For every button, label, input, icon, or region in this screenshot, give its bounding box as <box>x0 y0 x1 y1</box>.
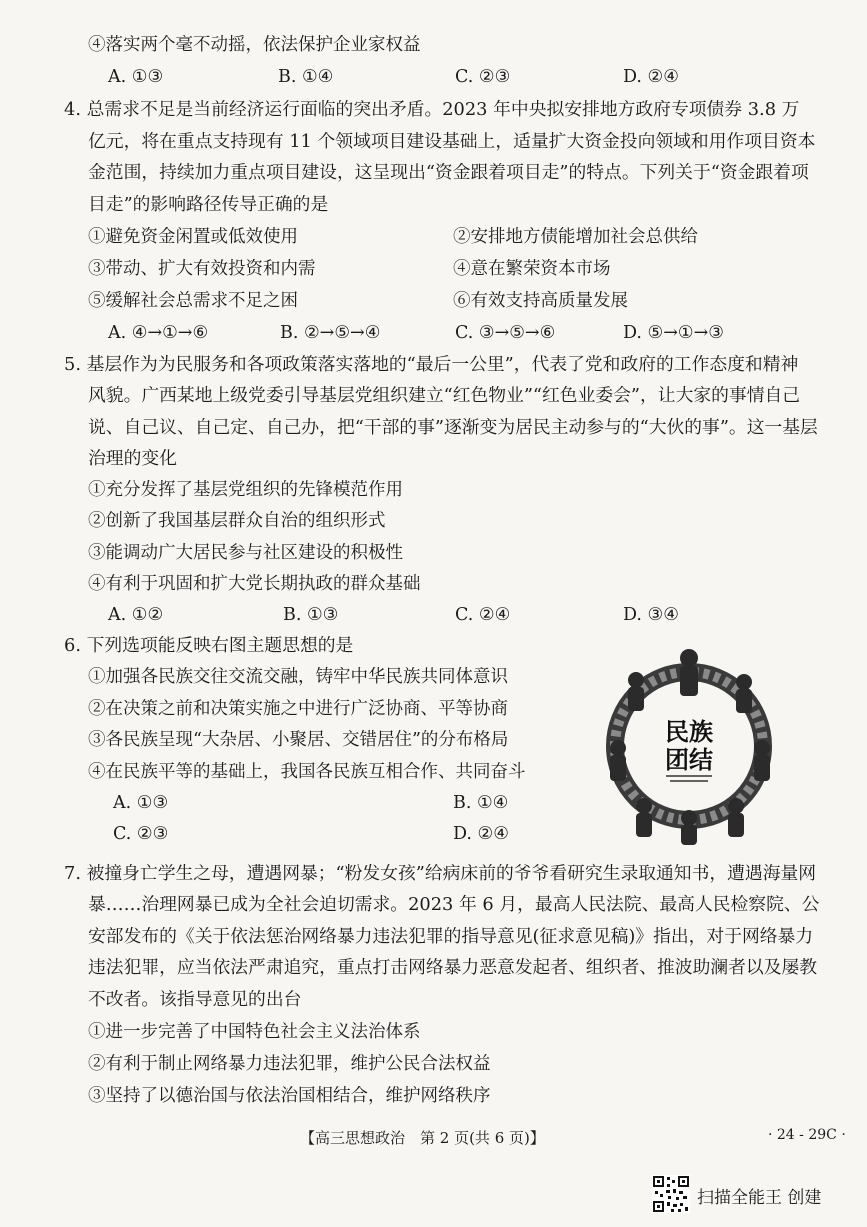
figure-head-topleft <box>628 672 644 688</box>
q4-statement-6: ⑥有效支持高质量发展 <box>453 291 628 311</box>
q6-stem: 6. 下列选项能反映右图主题思想的是 <box>64 635 354 656</box>
figure-body-right <box>754 755 770 781</box>
page-footer-label: 【高三思想政治 第 2 页(共 6 页)】 <box>300 1129 545 1147</box>
q4-options <box>0 321 867 345</box>
q5-option-c[interactable]: C. ②④ <box>455 605 511 625</box>
q6-option-d[interactable]: D. ②④ <box>453 824 509 844</box>
illustration-text-line-1: 民族 <box>665 718 713 746</box>
q6-options-row-1 <box>0 791 600 815</box>
q5-stem-line-3: 说、自己议、自己定、自己办，把“干部的事”逐渐变为居民主动参与的“大伙的事”。这一基层 <box>88 417 818 438</box>
q5-stem-line-2: 风貌。广西某地上级党委引导基层党组织建立“红色物业”“红色业委会”，让大家的事情自己 <box>88 385 801 406</box>
q5-option-b[interactable]: B. ①③ <box>283 605 339 625</box>
q6-statement-2: ②在决策之前和决策实施之中进行广泛协商、平等协商 <box>88 699 508 719</box>
q4-statement-3: ③带动、扩大有效投资和内需 <box>88 259 316 279</box>
q4-stem-line-1: 4. 总需求不足是当前经济运行面临的突出矛盾。2023 年中央拟安排地方政府专项债券 3.8 万 <box>64 99 800 120</box>
q6-statement-1: ①加强各民族交往交流交融，铸牢中华民族共同体意识 <box>88 667 508 687</box>
figure-body-bottomleft <box>636 813 652 837</box>
q6-options-row-2 <box>0 822 600 846</box>
q6-option-c[interactable]: C. ②③ <box>113 824 169 844</box>
figure-body-bottom <box>681 825 697 845</box>
q7-stem-line-4: 违法犯罪，应当依法严肃追究，重点打击网络暴力恶意发起者、组织者、推波助澜者以及屡教 <box>88 957 818 978</box>
q4-option-c[interactable]: C. ③→⑤→⑥ <box>455 323 556 343</box>
q4-stem-line-4: 目走”的影响路径传导正确的是 <box>88 194 329 215</box>
figure-head-top <box>680 649 698 667</box>
figure-body-left <box>610 755 626 781</box>
figure-head-bottom <box>681 810 697 826</box>
figure-body-bottomright <box>728 813 744 837</box>
figure-head-topright <box>736 674 752 690</box>
q4-statement-5: ⑤缓解社会总需求不足之困 <box>88 291 298 311</box>
q3-option-b[interactable]: B. ①④ <box>278 67 334 87</box>
q3-options <box>0 65 867 89</box>
q3-option-c[interactable]: C. ②③ <box>455 67 511 87</box>
q7-stem-line-1: 7. 被撞身亡学生之母，遭遇网暴；“粉发女孩”给病床前的爷爷看研究生录取通知书，遭遇海量网 <box>64 863 817 884</box>
illustration-text-line-2: 团结 <box>665 746 713 774</box>
qr-code-icon <box>652 1175 690 1213</box>
q6-statement-4: ④在民族平等的基础上，我国各民族互相合作、共同奋斗 <box>88 762 526 782</box>
q3-option-a[interactable]: A. ①③ <box>108 67 164 87</box>
paper-code: · 24 - 29C · <box>768 1127 846 1143</box>
q7-statement-1: ①进一步完善了中国特色社会主义法治体系 <box>88 1022 421 1042</box>
q7-stem-line-3: 安部发布的《关于依法惩治网络暴力违法犯罪的指导意见(征求意见稿)》指出，对于网络暴力 <box>88 926 814 947</box>
q5-stem-line-1: 5. 基层作为为民服务和各项政策落实落地的“最后一公里”，代表了党和政府的工作态度和精神 <box>64 354 799 375</box>
q3-statement-4: ④落实两个毫不动摇，依法保护企业家权益 <box>88 35 421 55</box>
q3-option-d[interactable]: D. ②④ <box>623 67 679 87</box>
q7-statement-3: ③坚持了以德治国与依法治国相结合，维护网络秩序 <box>88 1086 491 1106</box>
q5-statement-3: ③能调动广大居民参与社区建设的积极性 <box>88 543 403 563</box>
ethnic-unity-illustration <box>596 636 782 846</box>
q7-statement-2: ②有利于制止网络暴力违法犯罪，维护公民合法权益 <box>88 1054 491 1074</box>
wave-lines <box>666 776 712 781</box>
figure-head-bottomright <box>728 798 744 814</box>
figure-head-bottomleft <box>636 798 652 814</box>
q5-options <box>0 603 867 627</box>
q4-statement-4: ④意在繁荣资本市场 <box>453 259 611 279</box>
q4-statement-2: ②安排地方债能增加社会总供给 <box>453 227 698 247</box>
q4-statement-1: ①避免资金闲置或低效使用 <box>88 227 298 247</box>
figure-head-right <box>754 740 770 756</box>
q6-option-b[interactable]: B. ①④ <box>453 793 509 813</box>
figure-body-topright <box>736 689 752 713</box>
scanner-watermark: 扫描全能王 创建 <box>697 1188 822 1208</box>
q4-option-d[interactable]: D. ⑤→①→③ <box>623 323 724 343</box>
figure-head-left <box>610 740 626 756</box>
q5-statement-4: ④有利于巩固和扩大党长期执政的群众基础 <box>88 574 421 594</box>
q5-stem-line-4: 治理的变化 <box>88 448 177 469</box>
q4-stem-line-3: 金范围，持续加力重点项目建设，这呈现出“资金跟着项目走”的特点。下列关于“资金跟着项 <box>88 162 809 183</box>
q5-statement-2: ②创新了我国基层群众自治的组织形式 <box>88 511 386 531</box>
figure-body-topleft <box>628 687 644 711</box>
q5-statement-1: ①充分发挥了基层党组织的先锋模范作用 <box>88 480 403 500</box>
q4-stem-line-2: 亿元，将在重点支持现有 11 个领域项目建设基础上，适量扩大资金投向领域和用作项目资本 <box>88 131 816 152</box>
q5-option-d[interactable]: D. ③④ <box>623 605 679 625</box>
figure-body-top <box>680 666 698 696</box>
q4-option-a[interactable]: A. ④→①→⑥ <box>108 323 209 343</box>
q6-statement-3: ③各民族呈现“大杂居、小聚居、交错居住”的分布格局 <box>88 730 509 750</box>
q7-stem-line-5: 不改者。该指导意见的出台 <box>88 989 302 1010</box>
q4-option-b[interactable]: B. ②→⑤→④ <box>280 323 381 343</box>
q5-option-a[interactable]: A. ①② <box>108 605 164 625</box>
q7-stem-line-2: 暴……治理网暴已成为全社会迫切需求。2023 年 6 月，最高人民法院、最高人民检察院、公 <box>88 894 820 915</box>
q6-option-a[interactable]: A. ①③ <box>113 793 169 813</box>
